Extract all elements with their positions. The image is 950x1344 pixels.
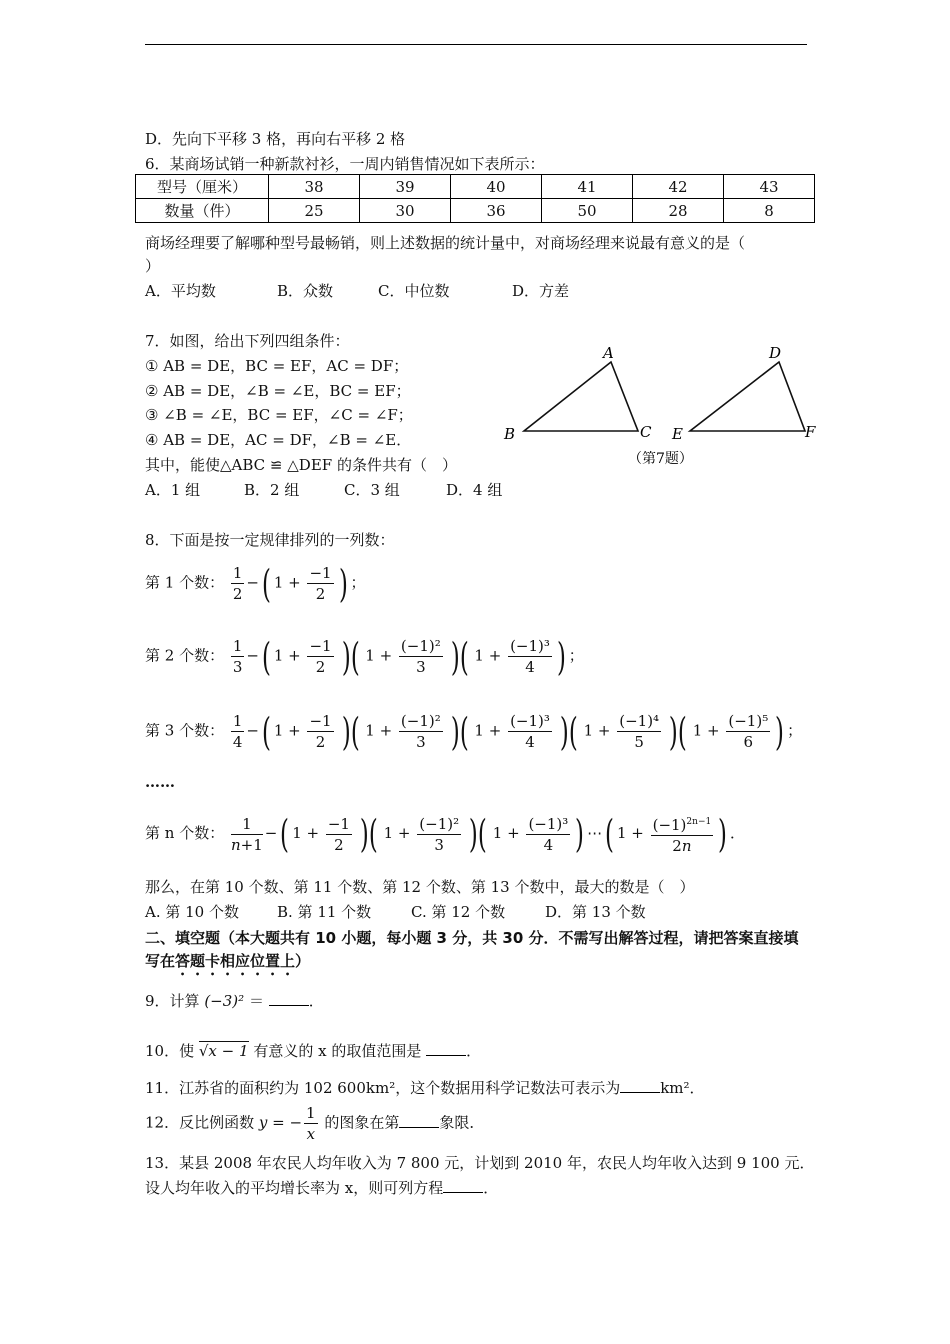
q7-stem: 7．如图，给出下列四组条件：: [145, 332, 350, 350]
header-rule: [145, 44, 807, 45]
q9-pre: 9．计算: [145, 992, 200, 1010]
q8-label-2: 第 2 个数：: [145, 646, 225, 665]
q10: [145, 1040, 481, 1061]
table-cell: 30: [360, 199, 451, 223]
q13-line2-pre: 设人均年收入的平均增长率为 x，则可列方程: [145, 1179, 444, 1197]
section2-line2-pre: 写在: [145, 952, 176, 970]
triangle-def: [690, 362, 805, 431]
q8-label-1: 第 1 个数：: [145, 573, 225, 592]
q6-question-line1: 商场经理要了解哪种型号最畅销，则上述数据的统计量中，对商场经理来说最有意义的是（: [145, 234, 746, 252]
q8-term-3: 第 3 个数： $\frac{1}{4}$ −( 1 + $\frac{-1}{2}$ )( 1 + $\frac{\text{(−1)²}}{3}$ )( 1 + $\frac{\text{(−1)³}}{4}$ )( 1 + $\frac{\text{(−1)⁴}}{5}$ )( 1 + $\frac{\text{(−1)⁵}}{6}$ ) ；: [145, 709, 803, 754]
q12-end: 象限．: [439, 1113, 485, 1132]
q12-function: y = −: [258, 1113, 303, 1132]
label-c: C: [640, 423, 652, 441]
table-cell: 38: [269, 175, 360, 199]
q8-label-n: 第 n 个数：: [145, 824, 225, 842]
q10-pre: 10．使: [145, 1042, 195, 1060]
q7-condition-1: ① AB = DE，BC = EF，AC = DF；: [145, 357, 409, 375]
q9-equals: ＝: [248, 992, 264, 1010]
section2-line2-emphasis: 答题卡相应位置上: [175, 952, 296, 970]
table-cell: 36: [451, 199, 542, 223]
table-cell: 42: [633, 175, 724, 199]
q8-label-3: 第 3 个数：: [145, 721, 225, 740]
q8-question: 那么，在第 10 个数、第 11 个数、第 12 个数、第 13 个数中，最大的数是（ ）: [145, 878, 695, 896]
q7-condition-4: ④ AB = DE，AC = DF，∠B = ∠E．: [145, 431, 412, 449]
q6-question-line2: ）: [145, 257, 161, 275]
q8-option-b: B. 第 11 个数: [277, 903, 372, 921]
label-f: F: [805, 423, 816, 441]
q8-option-a: A. 第 10 个数: [145, 903, 239, 921]
q12-pre: 12．反比例函数: [145, 1113, 255, 1132]
table-cell: 39: [360, 175, 451, 199]
q8-option-c: C. 第 12 个数: [411, 903, 506, 921]
q6-stem: 6．某商场试销一种新款衬衫，一周内销售情况如下表所示：: [145, 155, 545, 173]
q7-option-b: B．2 组: [244, 481, 300, 499]
q11-post: km²．: [660, 1079, 705, 1097]
section2-line2-post: ）: [295, 952, 311, 970]
q6-option-a: A．平均数: [145, 282, 216, 300]
q8-term-1: 第 1 个数： $\frac{1}{2}$ −( 1 + $\frac{-1}{2}$ ) ；: [145, 561, 366, 606]
label-d: D: [769, 344, 782, 362]
table-row: [136, 199, 815, 223]
q7-option-a: A．1 组: [145, 481, 201, 499]
q9: 9．计算 (−3)² ＝ ．: [145, 992, 324, 1010]
q12-post: 的图象在第: [324, 1113, 400, 1132]
table-cell: 28: [633, 199, 724, 223]
table-header-count: 数量（件）: [136, 199, 269, 223]
q6-option-b: B．众数: [277, 282, 334, 300]
q9-answer-blank: [269, 991, 309, 1006]
q11-pre: 11．江苏省的面积约为 102 600km²，这个数据用科学记数法可表示为: [145, 1079, 621, 1097]
q11-answer-blank: [620, 1078, 660, 1093]
figure-caption: （第7题）: [628, 451, 693, 467]
q8-option-d: D．第 13 个数: [545, 903, 646, 921]
q12-answer-blank: [399, 1113, 439, 1128]
label-b: B: [504, 425, 516, 443]
q8-ellipsis: ……: [145, 773, 175, 791]
q7-option-c: C．3 组: [344, 481, 400, 499]
table-cell: 8: [724, 199, 815, 223]
q13-line1: 13．某县 2008 年农民人均年收入为 7 800 元，计划到 2010 年，农民人均年收入达到 9 100 元．: [145, 1154, 815, 1172]
q7-option-d: D．4 组: [446, 481, 503, 499]
q9-expr: (−3)²: [204, 992, 245, 1010]
q7-question: 其中，能使△ABC ≌ △DEF 的条件共有（ ）: [145, 456, 457, 474]
q6-option-d: D．方差: [512, 282, 570, 300]
q13-line2-post: ．: [483, 1179, 499, 1197]
q10-mid: 有意义的 x 的取值范围是: [253, 1042, 422, 1060]
q11: [145, 1077, 705, 1098]
sales-table: [135, 174, 815, 223]
q8-term-n: 第 n 个数： $\frac{1}{n+1}$ −( 1 + $\frac{-1}{2}$ )( 1 + $\frac{\text{(−1)²}}{3}$ )( 1 + $\frac{\text{(−1)³}}{4}$ ) ⋯( 1 + $\frac{(-1)^{2n-1}}{2n}$ ) ．: [145, 812, 746, 856]
q13-answer-blank: [443, 1178, 483, 1193]
q7-condition-3: ③ ∠B = ∠E，BC = EF，∠C = ∠F；: [145, 406, 413, 424]
q12: 12．反比例函数 y = − $\frac{1}{x}$ 的图象在第 象限．: [145, 1104, 485, 1143]
q13-line2: [145, 1177, 498, 1198]
q7-condition-2: ② AB = DE，∠B = ∠E，BC = EF；: [145, 382, 411, 400]
section2-heading-line2: [145, 950, 310, 979]
table-cell: 40: [451, 175, 542, 199]
table-cell: 25: [269, 199, 360, 223]
table-header-size: 型号（厘米）: [136, 175, 269, 199]
table-cell: 41: [542, 175, 633, 199]
table-row: [136, 175, 815, 199]
q8-term-2: 第 2 个数： $\frac{1}{3}$ −( 1 + $\frac{-1}{2}$ )( 1 + $\frac{\text{(−1)²}}{3}$ )( 1 + $\frac{\text{(−1)³}}{4}$ ) ；: [145, 634, 584, 679]
q10-expr: √x − 1: [198, 1042, 249, 1060]
q6-option-c: C．中位数: [378, 282, 450, 300]
table-cell: 50: [542, 199, 633, 223]
table-cell: 43: [724, 175, 815, 199]
q8-stem: 8．下面是按一定规律排列的一列数：: [145, 531, 395, 549]
label-e: E: [672, 425, 683, 443]
triangle-abc: [524, 362, 638, 431]
q10-post: ．: [466, 1042, 482, 1060]
label-a: A: [603, 344, 614, 362]
q5-option-d: D．先向下平移 3 格，再向右平移 2 格: [145, 130, 406, 148]
triangles-figure: [500, 340, 830, 475]
section2-heading-line1: 二、填空题（本大题共有 10 小题，每小题 3 分，共 30 分．不需写出解答过程，请把答案直接填: [145, 929, 799, 947]
q10-answer-blank: [426, 1041, 466, 1056]
